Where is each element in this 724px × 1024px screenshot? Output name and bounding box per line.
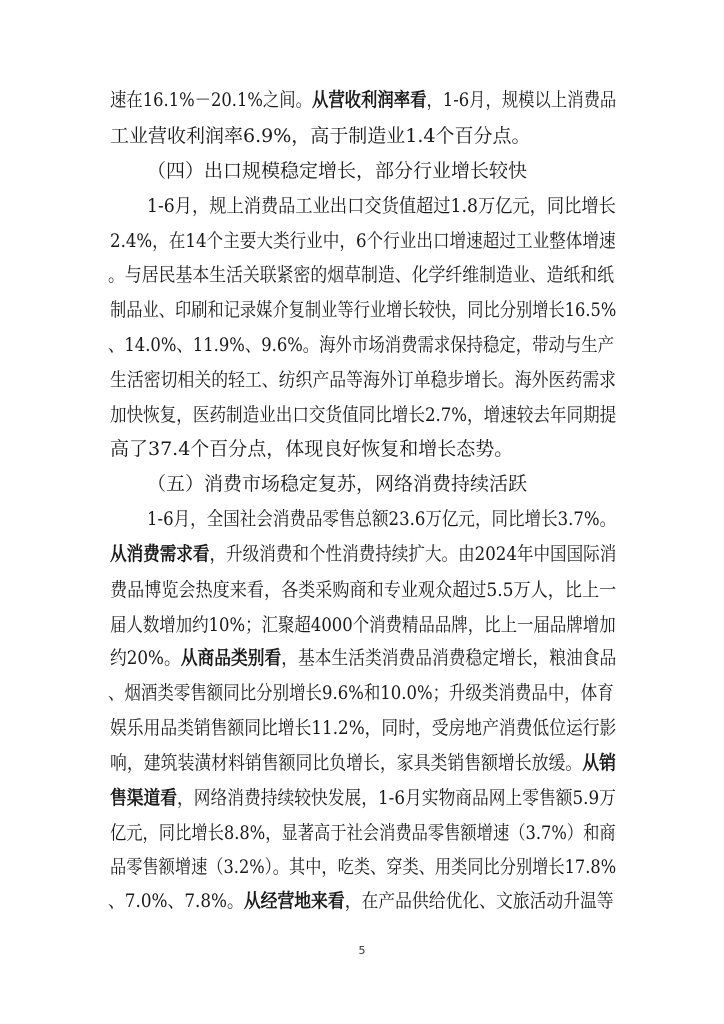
text-line <box>110 578 616 602</box>
text-run: 速在16.1%－20.1%之间。 <box>110 89 312 111</box>
text-line <box>108 263 614 287</box>
text-run: 品零售额增速（3.2%）。其中，吃类、穿类、用类同比分别增长17.8% <box>110 856 617 878</box>
text-run: ，升级消费和个性消费持续扩大。由2024年中国国际消 <box>209 543 617 565</box>
text-line <box>110 646 616 670</box>
text-line <box>108 889 614 913</box>
text-run: （五）消费市场稳定复苏，网络消费持续活跃 <box>147 473 528 495</box>
text-run: 1-6月，规上消费品工业出口交货值超过1.8万亿元，同比增长 <box>147 195 616 217</box>
bold-phrase: 从销 <box>582 752 617 774</box>
text-line <box>110 613 616 637</box>
text-run: 。与居民基本生活关联紧密的烟草制造、化学纤维制造业、造纸和纸 <box>108 264 615 286</box>
text-run: 1-6月，全国社会消费品零售总额23.6万亿元，同比增长3.7%。 <box>147 508 617 530</box>
bold-phrase: 从营收利润率看 <box>311 89 427 111</box>
text-run: ，基本生活类消费品消费稳定增长，粮油食品 <box>281 647 617 669</box>
bold-phrase: 从商品类别看 <box>180 647 282 669</box>
text-run: 、烟酒类零售额同比分别增长9.6%和10.0%；升级类消费品中，体育 <box>108 682 614 704</box>
text-line <box>110 403 616 427</box>
text-run: 届人数增加约10%；汇聚超4000个消费精品品牌，比上一届品牌增加 <box>110 614 616 636</box>
text-line <box>110 124 531 148</box>
text-line <box>110 716 616 740</box>
text-run: 高了37.4个百分点，体现良好恢复和增长态势。 <box>110 438 514 460</box>
text-run: 费品博览会热度来看，各类采购商和专业观众超过5.5万人，比上一 <box>110 579 617 601</box>
page-number: 5 <box>358 944 366 957</box>
text-line <box>147 472 527 496</box>
text-line <box>108 681 614 705</box>
text-line <box>110 786 616 810</box>
text-line <box>110 298 616 322</box>
text-line <box>110 229 616 253</box>
text-line <box>147 159 527 183</box>
text-run: （四）出口规模稳定增长，部分行业增长较快 <box>147 160 528 182</box>
text-run: 2.4%，在14个主要大类行业中，6个行业出口增速超过工业整体增速 <box>110 230 616 252</box>
text-run: ，1-6月，规模以上消费品 <box>426 89 617 111</box>
text-line <box>110 542 616 566</box>
bold-phrase: 从消费需求看 <box>110 543 210 565</box>
text-run: 生活密切相关的轻工、纺织产品等海外订单稳步增长。海外医药需求 <box>110 369 617 391</box>
text-line <box>147 507 616 531</box>
text-line <box>110 855 616 879</box>
text-run: 约20%。 <box>110 647 181 669</box>
text-line <box>110 821 616 845</box>
text-run: ，在产品供给优化、文旅活动升温等 <box>344 890 614 912</box>
text-run: 响，建筑装潢材料销售额同比负增长，家具类销售额增长放缓。 <box>110 752 583 774</box>
text-run: 制品业、印刷和记录媒介复制业等行业增长较快，同比分别增长16.5% <box>110 299 617 321</box>
text-line <box>110 437 513 461</box>
bold-phrase: 售渠道看 <box>110 787 178 809</box>
text-line <box>110 368 616 392</box>
text-line <box>147 194 616 218</box>
text-run: 、7.0%、7.8%。 <box>108 890 244 912</box>
text-line <box>110 751 616 775</box>
text-run: ，网络消费持续较快发展，1-6月实物商品网上零售额5.9万 <box>177 787 616 809</box>
text-run: 加快恢复，医药制造业出口交货值同比增长2.7%，增速较去年同期提 <box>110 404 617 426</box>
text-line <box>108 333 614 357</box>
bold-phrase: 从经营地来看 <box>243 890 345 912</box>
text-run: 娱乐用品类销售额同比增长11.2%，同时，受房地产消费低位运行影 <box>110 717 617 739</box>
text-run: 工业营收利润率6.9%，高于制造业1.4个百分点。 <box>110 125 531 147</box>
text-run: 亿元，同比增长8.8%，显著高于社会消费品零售额增速（3.7%）和商 <box>110 822 616 844</box>
text-run: 、14.0%、11.9%、9.6%。海外市场消费需求保持稳定，带动与生产 <box>108 334 614 356</box>
text-line <box>110 88 616 112</box>
